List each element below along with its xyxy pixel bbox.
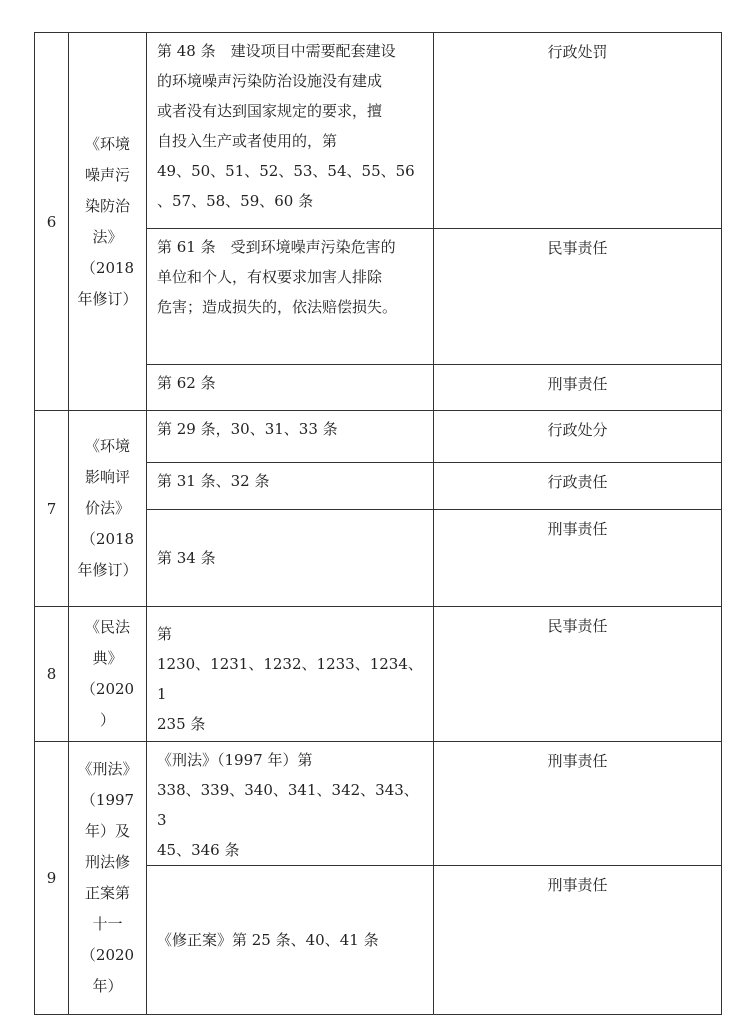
article-cell: 《修正案》第 25 条、40、41 条	[147, 866, 434, 1015]
law-name-line: 年）及	[84, 822, 130, 840]
article-line: 单位和个人，有权要求加害人排除	[157, 268, 383, 286]
article-cell	[147, 607, 434, 742]
article-cell: 第 62 条	[147, 365, 434, 411]
law-name-line: 染防治	[84, 196, 130, 215]
responsibility-cell: 民事责任	[434, 607, 722, 742]
article-line: 第 48 条 建设项目中需要配套建设	[157, 42, 396, 60]
law-name-line: 十一	[92, 915, 123, 933]
responsibility-cell: 刑事责任	[434, 510, 722, 607]
responsibility-cell: 刑事责任	[434, 866, 722, 1015]
row-number: 8	[35, 607, 69, 742]
row-number: 7	[35, 411, 69, 607]
responsibility-cell: 刑事责任	[434, 365, 722, 411]
law-name-line: 《刑法》	[77, 760, 138, 778]
law-name-line: 影响评	[84, 468, 130, 486]
law-name-line: （2018	[80, 258, 135, 277]
law-name-line: （1997	[80, 791, 135, 809]
law-table	[34, 32, 722, 1015]
law-name-line: （2018	[80, 530, 135, 548]
law-name-line: （2020	[80, 680, 135, 698]
law-name-line: 典》	[92, 649, 123, 667]
law-name-line: 价法》	[84, 499, 130, 517]
law-name-line: 法》	[92, 227, 123, 246]
row-number: 9	[35, 742, 69, 1015]
article-line: 45、346 条	[157, 841, 240, 859]
responsibility-cell: 民事责任	[434, 229, 722, 365]
article-line: 49、50、51、52、53、54、55、56	[157, 162, 415, 180]
article-line: 第 61 条 受到环境噪声污染危害的	[157, 238, 396, 256]
article-cell	[147, 229, 434, 365]
law-name-line: ）	[99, 711, 115, 729]
responsibility-cell: 行政处罚	[434, 33, 722, 229]
responsibility-cell: 刑事责任	[434, 742, 722, 866]
article-cell: 第 34 条	[147, 510, 434, 607]
article-cell: 第 31 条、32 条	[147, 463, 434, 510]
law-name-line: （2020	[80, 946, 135, 964]
row-number: 6	[35, 33, 69, 411]
article-cell	[147, 33, 434, 229]
article-line: 自投入生产或者使用的，第	[157, 132, 338, 150]
article-line: 《刑法》（1997 年）第	[157, 751, 313, 769]
law-name-line: 刑法修	[84, 853, 130, 871]
responsibility-cell: 行政责任	[434, 463, 722, 510]
article-line: 的环境噪声污染防治设施没有建成	[157, 72, 383, 90]
article-line: 危害；造成损失的，依法赔偿损失。	[157, 298, 398, 316]
article-line: 235 条	[157, 715, 206, 733]
law-name-line: 年修订）	[77, 289, 138, 308]
article-line: 第	[157, 625, 173, 643]
law-name-line: 《环境	[84, 134, 130, 153]
law-name-line: 噪声污	[84, 165, 130, 184]
law-name-line: 《环境	[84, 437, 130, 455]
law-name-cell	[69, 607, 147, 742]
article-line: 、57、58、59、60 条	[157, 192, 314, 210]
law-name-cell	[69, 33, 147, 411]
law-name-line: 《民法	[84, 618, 130, 636]
article-cell	[147, 742, 434, 866]
article-line: 1230、1231、1232、1233、1234、1	[157, 655, 423, 703]
law-name-line: 正案第	[84, 884, 130, 902]
law-name-cell	[69, 411, 147, 607]
article-cell: 第 29 条，30、31、33 条	[147, 411, 434, 463]
law-name-line: 年）	[92, 977, 123, 995]
law-name-line: 年修订）	[77, 561, 138, 579]
article-line: 338、339、340、341、342、343、3	[157, 781, 419, 829]
law-name-cell	[69, 742, 147, 1015]
article-line: 或者没有达到国家规定的要求，擅	[157, 102, 383, 120]
responsibility-cell: 行政处分	[434, 411, 722, 463]
